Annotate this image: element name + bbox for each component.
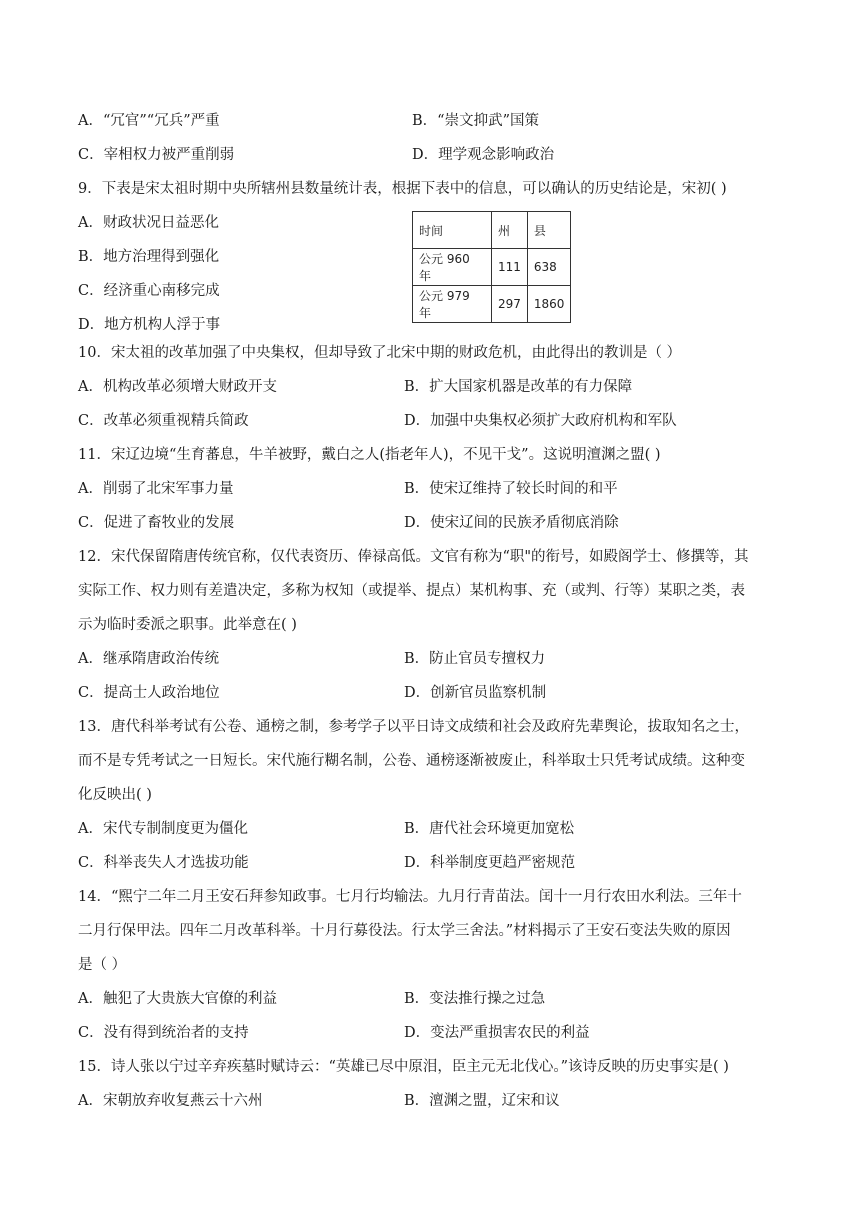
table-header-cell: 县 [527,212,571,249]
q12-option-a: A．继承隋唐政治传统 [78,651,219,667]
q11-stem: 11．宋辽边境“生育蕃息，牛羊被野，戴白之人(指老年人)，不见干戈”。这说明澶渊之盟( ) [78,447,661,463]
q14-stem-line3: 是（ ） [78,957,127,973]
q15-option-b: B．澶渊之盟，辽宋和议 [404,1093,560,1109]
q11-option-a: A．削弱了北宋军事力量 [78,481,234,497]
q12-stem-line3: 示为临时委派之职事。此举意在( ) [78,617,297,633]
q11-option-d: D．使宋辽间的民族矛盾彻底消除 [404,515,619,531]
q14-stem-line1: 14．“熙宁二年二月王安石拜参知政事。七月行均输法。九月行青苗法。闰十一月行农田水利法。三年十 [78,889,742,905]
table-cell: 111 [492,249,528,286]
q12-stem-line2: 实际工作、权力则有差遣决定，多称为权知（或提举、提点）某机构事、充（或判、行等）某职之类，表 [78,583,745,599]
q8-option-a: A．“冗官”“冗兵”严重 [78,113,220,129]
table-cell: 638 [527,249,571,286]
q8-option-c: C．宰相权力被严重削弱 [78,147,235,163]
q12-option-d: D．创新官员监察机制 [404,685,547,701]
q15-stem: 15．诗人张以宁过辛弃疾墓时赋诗云：“英雄已尽中原泪，臣主元无北伐心。”该诗反映的历史事实是( ) [78,1059,729,1075]
q8-option-d: D．理学观念影响政治 [412,147,555,163]
q9-option-d: D．地方机构人浮于事 [78,317,221,333]
q14-option-a: A．触犯了大贵族大官僚的利益 [78,991,277,1007]
q9-option-b: B．地方治理得到强化 [78,249,220,265]
table-header-row [413,212,571,249]
q15-option-a: A．宋朝放弃收复燕云十六州 [78,1093,263,1109]
q13-stem-line1: 13．唐代科举考试有公卷、通榜之制，参考学子以平日诗文成绩和社会及政府先辈舆论，拔取知名之士， [78,719,749,735]
q10-option-b: B．扩大国家机器是改革的有力保障 [404,379,633,395]
table-row [413,286,571,323]
q13-option-b: B．唐代社会环境更加宽松 [404,821,575,837]
q10-option-c: C．改革必须重视精兵简政 [78,413,249,429]
q14-option-d: D．变法严重损害农民的利益 [404,1025,590,1041]
q12-option-c: C．提高士人政治地位 [78,685,220,701]
q14-option-c: C．没有得到统治者的支持 [78,1025,249,1041]
table-row [413,249,571,286]
q13-option-a: A．宋代专制制度更为僵化 [78,821,248,837]
q10-option-a: A．机构改革必须增大财政开支 [78,379,277,395]
q13-option-d: D．科举制度更趋严密规范 [404,855,576,871]
q10-stem: 10．宋太祖的改革加强了中央集权，但却导致了北宋中期的财政危机，由此得出的教训是（ ） [78,345,682,361]
q13-stem-line2: 而不是专凭考试之一日短长。宋代施行糊名制，公卷、通榜逐渐被废止，科举取士只凭考试成绩。这种变 [78,753,745,769]
q13-option-c: C．科举丧失人才选拔功能 [78,855,249,871]
q14-option-b: B．变法推行操之过急 [404,991,546,1007]
table-cell: 297 [492,286,528,323]
table-header-cell: 时间 [413,212,492,249]
q14-stem-line2: 二月行保甲法。四年二月改革科举。十月行募役法。行太学三舍法。”材料揭示了王安石变法失败的原因 [78,923,731,939]
q10-option-d: D．加强中央集权必须扩大政府机构和军队 [404,413,677,429]
q9-statistics-table [412,211,571,323]
q8-option-b: B．“崇文抑武”国策 [412,113,539,129]
table-cell: 公元 960 年 [413,249,492,286]
q11-option-b: B．使宋辽维持了较长时间的和平 [404,481,618,497]
table-header-cell: 州 [492,212,528,249]
table-cell: 公元 979 年 [413,286,492,323]
q12-stem-line1: 12．宋代保留隋唐传统官称，仅代表资历、俸禄高低。文官有称为“职"的衔号，如殿阁学士、修撰等，其 [78,549,749,565]
q9-stem: 9．下表是宋太祖时期中央所辖州县数量统计表，根据下表中的信息，可以确认的历史结论是，宋初( ) [78,181,727,197]
q11-option-c: C．促进了畜牧业的发展 [78,515,235,531]
q9-option-c: C．经济重心南移完成 [78,283,220,299]
q9-option-a: A．财政状况日益恶化 [78,215,219,231]
q13-stem-line3: 化反映出( ) [78,787,152,803]
q12-option-b: B．防止官员专擅权力 [404,651,546,667]
table-cell: 1860 [527,286,571,323]
